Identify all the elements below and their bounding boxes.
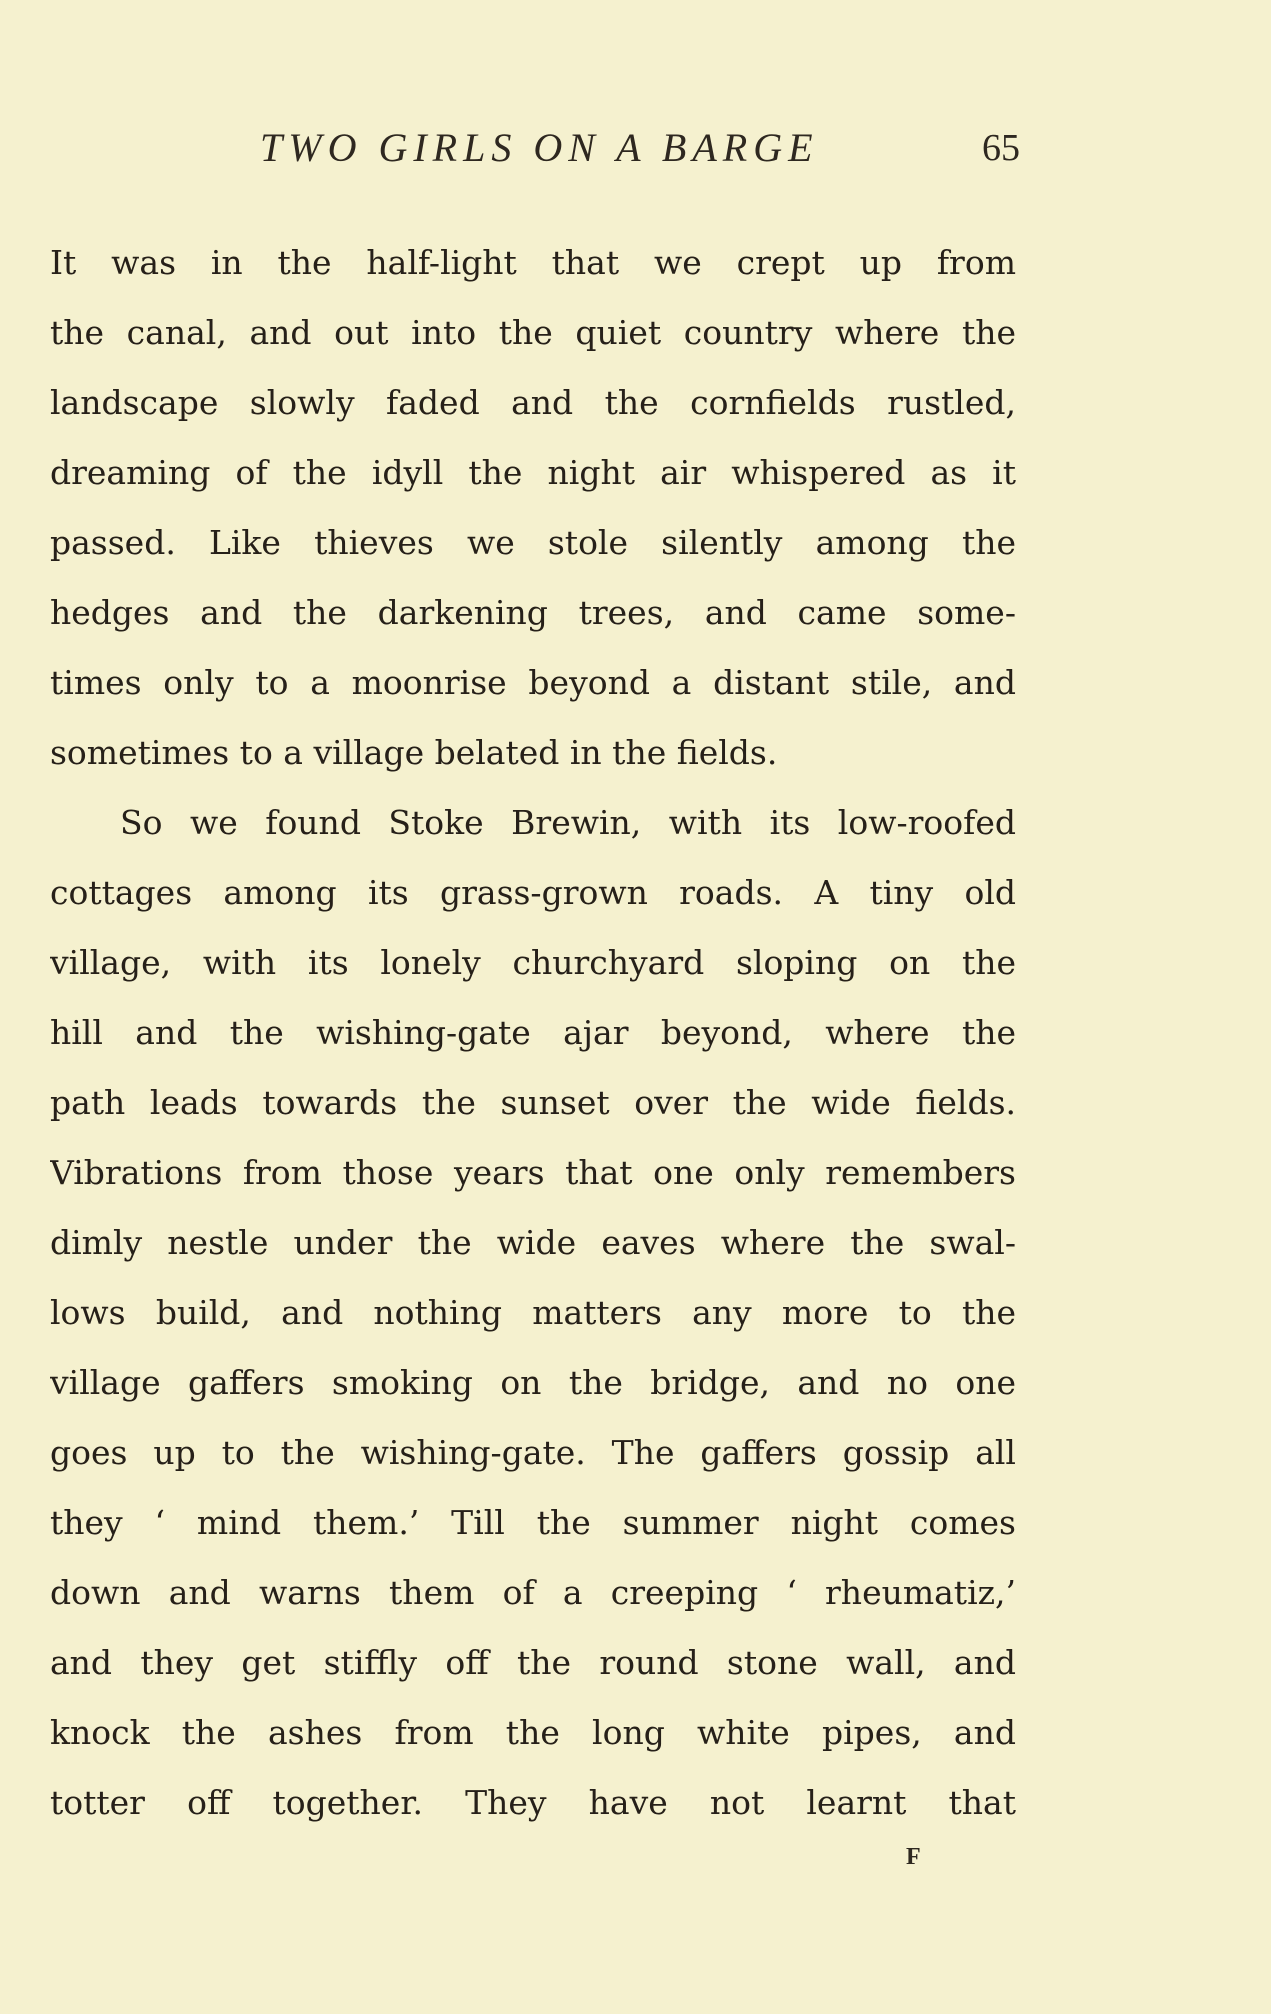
text-line: times only to a moonrise beyond a distant stile, and [50, 663, 1016, 702]
text-line: dimly nestle under the wide eaves where the swal- [50, 1223, 1016, 1262]
body-text [50, 228, 1016, 1838]
text-line: cottages among its grass-grown roads. A tiny old [50, 873, 1016, 912]
text-line: passed. Like thieves we stole silently among the [50, 523, 1016, 562]
signature-mark: F [906, 1844, 921, 1870]
running-head [50, 124, 1020, 184]
page-number: 65 [982, 127, 1020, 169]
text-line: down and warns them of a creeping ‘ rheumatiz,’ [50, 1573, 1016, 1612]
running-title: TWO GIRLS ON A BARGE [260, 125, 819, 170]
text-line: sometimes to a village belated in the fields. [50, 733, 778, 772]
text-line: totter off together. They have not learnt that [50, 1783, 1016, 1822]
text-line: landscape slowly faded and the cornfields rustled, [50, 383, 1016, 422]
text-line: village gaffers smoking on the bridge, and no one [50, 1363, 1016, 1402]
text-line: So we found Stoke Brewin, with its low-roofed [120, 803, 1016, 842]
text-line: path leads towards the sunset over the wide fields. [50, 1083, 1016, 1122]
text-line: village, with its lonely churchyard sloping on the [50, 943, 1016, 982]
text-line: goes up to the wishing-gate. The gaffers gossip all [50, 1433, 1016, 1472]
text-line: knock the ashes from the long white pipes, and [50, 1713, 1016, 1752]
text-line: Vibrations from those years that one only remembers [50, 1153, 1016, 1192]
text-line: dreaming of the idyll the night air whispered as it [50, 453, 1016, 492]
text-line: lows build, and nothing matters any more to the [50, 1293, 1016, 1332]
text-line: hedges and the darkening trees, and came some- [50, 593, 1016, 632]
text-line: and they get stiffly off the round stone wall, and [50, 1643, 1016, 1682]
text-line: hill and the wishing-gate ajar beyond, where the [50, 1013, 1016, 1052]
text-line: the canal, and out into the quiet country where the [50, 313, 1016, 352]
text-line: they ‘ mind them.’ Till the summer night comes [50, 1503, 1016, 1542]
text-line: It was in the half-light that we crept up from [50, 243, 1016, 282]
